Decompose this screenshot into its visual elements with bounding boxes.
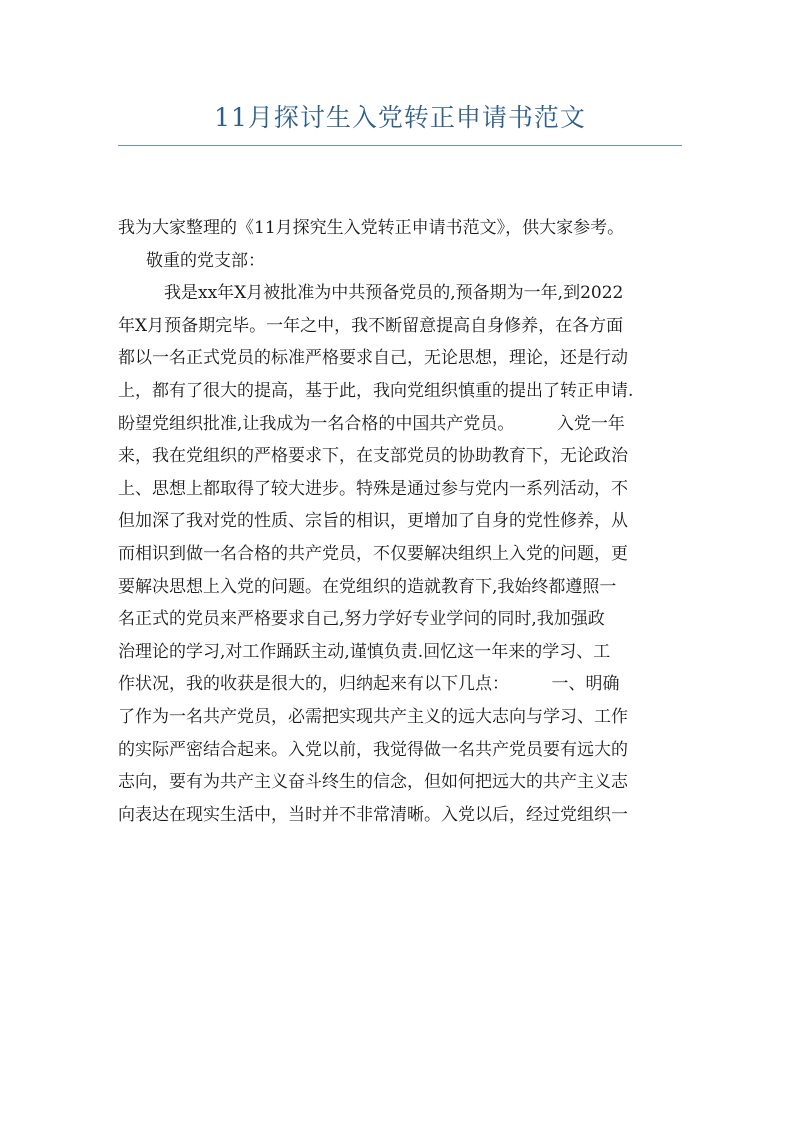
body-line: 我是xx年X月被批准为中共预备党员的,预备期为一年,到2022 bbox=[164, 283, 624, 304]
body-line: 上，都有了很大的提高，基于此，我向党组织慎重的提出了转正申请. bbox=[118, 380, 634, 401]
body-line: 作状况，我的收获是很大的，归纳起来有以下几点： 一、明确 bbox=[118, 674, 620, 695]
body-line: 的实际严密结合起来。入党以前，我觉得做一名共产党员要有远大的 bbox=[118, 739, 628, 760]
document-body bbox=[118, 212, 684, 831]
intro-paragraph: 我为大家整理的《11月探究生入党转正申请书范文》，供大家参考。 bbox=[118, 218, 625, 238]
body-line: 了作为一名共产党员，必需把实现共产主义的远大志向与学习、工作 bbox=[118, 706, 628, 727]
body-line: 年X月预备期完毕。一年之中，我不断留意提高自身修养，在各方面 bbox=[118, 315, 624, 336]
body-line: 但加深了我对党的性质、宗旨的相识，更增加了自身的党性修养，从 bbox=[118, 511, 628, 532]
body-line: 要解决思想上入党的问题。在党组织的造就教育下,我始终都遵照一 bbox=[118, 576, 617, 597]
body-line: 治理论的学习,对工作踊跃主动,谨慎负责.回忆这一年来的学习、工 bbox=[118, 641, 611, 662]
body-line: 志向，要有为共产主义奋斗终生的信念，但如何把远大的共产主义志 bbox=[118, 772, 628, 793]
salutation: 敬重的党支部： bbox=[146, 250, 265, 271]
body-line: 来，我在党组织的严格要求下，在支部党员的协助教育下，无论政治 bbox=[118, 446, 628, 467]
document-title: 11月探讨生入党转正申请书范文 bbox=[214, 103, 586, 132]
body-line: 上、思想上都取得了较大进步。特殊是通过参与党内一系列活动，不 bbox=[118, 478, 628, 499]
body-line: 都以一名正式党员的标准严格要求自己，无论思想，理论，还是行动 bbox=[118, 348, 628, 369]
title-underline bbox=[118, 145, 682, 146]
body-line: 向表达在现实生活中，当时并不非常清晰。入党以后，经过党组织一 bbox=[118, 804, 628, 825]
body-line: 盼望党组织批准,让我成为一名合格的中国共产党员。 入党一年 bbox=[118, 413, 625, 434]
body-line: 名正式的党员来严格要求自己,努力学好专业学问的同时,我加强政 bbox=[118, 609, 605, 630]
body-line: 而相识到做一名合格的共产党员，不仅要解决组织上入党的问题，更 bbox=[118, 543, 628, 564]
